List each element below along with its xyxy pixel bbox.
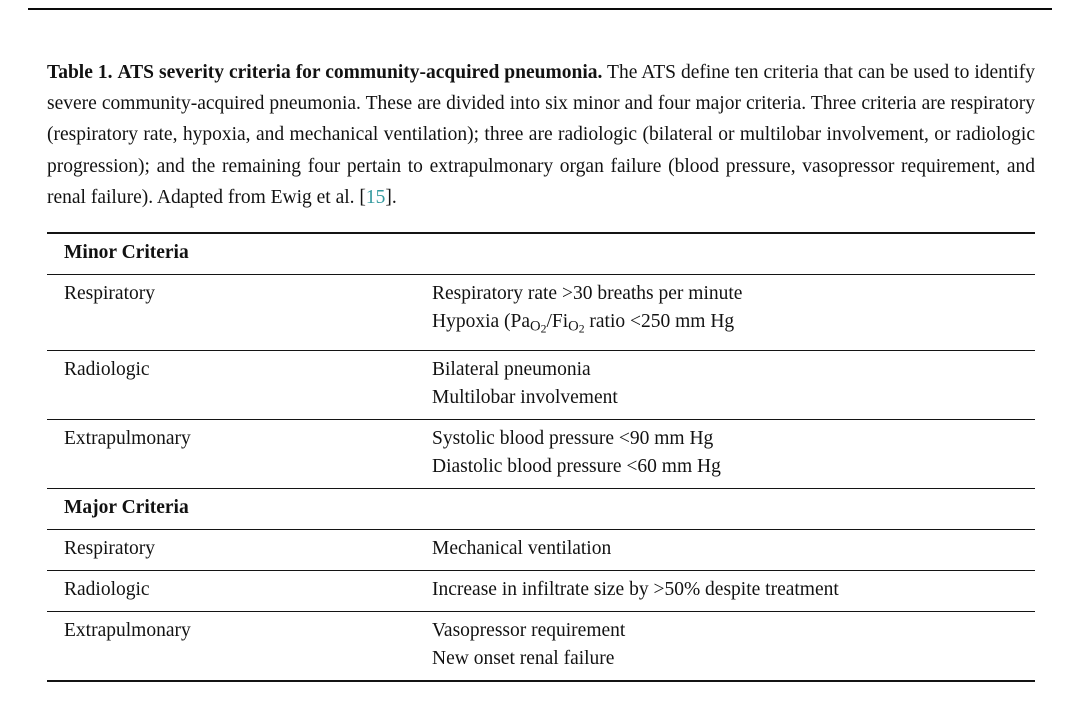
criteria-items [432, 425, 1035, 481]
caption-body: The ATS define ten criteria that can be used to identify severe community-acquired pneumonia. These are divided into six minor and four major criteria. Three criteria are respiratory (respiratory rate, hypoxia, and mechanical ventilation); three are radiologic (bilateral or multilobar involvement, or radiologic progression); and the remaining four pertain to extrapulmonary organ failure (blood pressure, vasopressor requirement, and renal failure). Adapted from Ewig et al. [47, 62, 1036, 208]
criteria-item: Multilobar involvement [432, 387, 618, 409]
criteria-category: Extrapulmonary [64, 428, 191, 450]
criteria-item: Increase in infiltrate size by >50% despite treatment [432, 579, 839, 601]
criteria-item: Systolic blood pressure <90 mm Hg [432, 428, 714, 450]
page-top-rule [28, 8, 1052, 10]
criteria-category: Extrapulmonary [64, 620, 191, 642]
criteria-item: Respiratory rate >30 breaths per minute [432, 283, 743, 305]
citation-bracket-close: ]. [385, 186, 397, 208]
criteria-item: Mechanical ventilation [432, 538, 612, 560]
criteria-row [47, 350, 1035, 419]
criteria-row [47, 529, 1035, 570]
criteria-items [432, 280, 1035, 343]
section-header [47, 234, 1035, 274]
criteria-items [432, 356, 1035, 412]
criteria-row [47, 611, 1035, 680]
table-caption [47, 57, 1035, 213]
section-header-label: Minor Criteria [64, 242, 189, 264]
criteria-item: Vasopressor requirement [432, 620, 626, 642]
severity-criteria-table [47, 232, 1035, 682]
criteria-item: Bilateral pneumonia [432, 359, 591, 381]
criteria-items [432, 576, 1035, 604]
criteria-category: Respiratory [64, 283, 155, 305]
criteria-item: New onset renal failure [432, 648, 615, 670]
section-header-label: Major Criteria [64, 497, 189, 519]
citation-bracket-open: [ [359, 186, 366, 208]
criteria-category: Respiratory [64, 538, 155, 560]
criteria-row [47, 570, 1035, 611]
citation-link-15[interactable]: 15 [365, 186, 386, 208]
caption-title: ATS severity criteria for community-acquired pneumonia. [117, 62, 603, 83]
criteria-item: Diastolic blood pressure <60 mm Hg [432, 456, 721, 478]
criteria-category: Radiologic [64, 579, 150, 601]
criteria-item: Hypoxia ($Pa_{O2}/Fi_{O2}$ ratio <250 mm Hg [432, 311, 735, 336]
caption-label: Table 1. [47, 62, 113, 83]
criteria-items [432, 535, 1035, 563]
criteria-category: Radiologic [64, 359, 150, 381]
criteria-items [432, 617, 1035, 673]
criteria-row [47, 274, 1035, 350]
criteria-row [47, 419, 1035, 488]
section-header [47, 488, 1035, 529]
